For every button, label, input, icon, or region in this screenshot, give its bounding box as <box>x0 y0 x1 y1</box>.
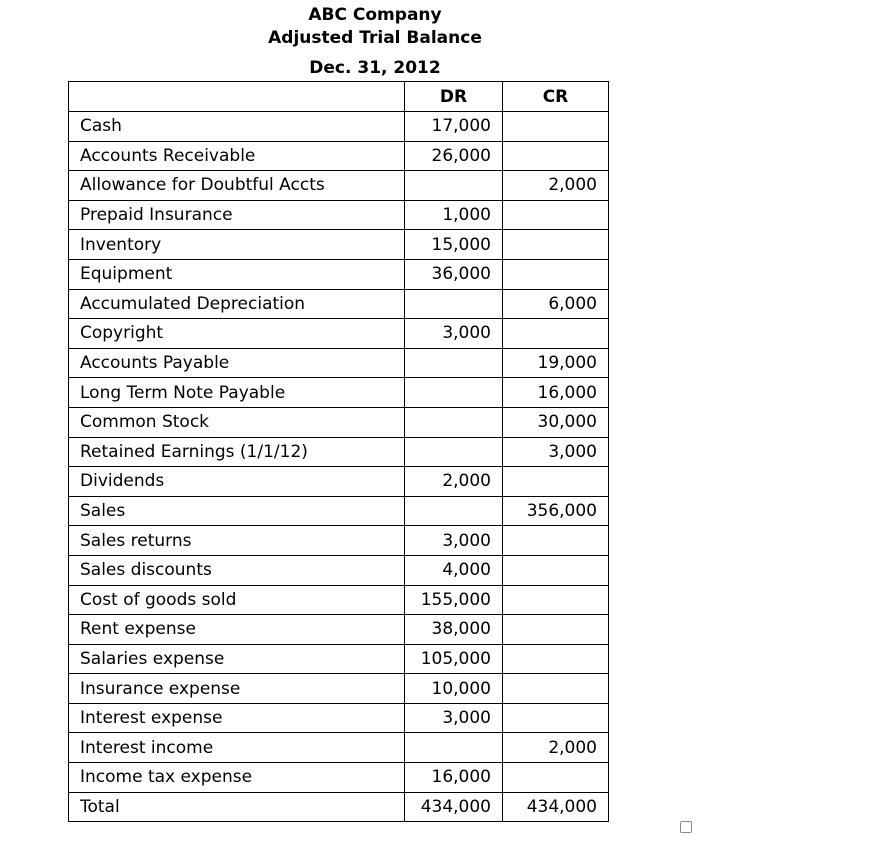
account-name-cell: Long Term Note Payable <box>69 378 405 408</box>
table-row <box>69 319 609 349</box>
table-row <box>69 703 609 733</box>
credit-amount-cell <box>503 674 609 704</box>
table-row <box>69 467 609 497</box>
debit-amount-cell: 155,000 <box>405 585 503 615</box>
table-row <box>69 289 609 319</box>
account-name-cell: Cash <box>69 112 405 142</box>
credit-amount-cell <box>503 319 609 349</box>
credit-amount-cell: 434,000 <box>503 792 609 822</box>
account-name-cell: Sales <box>69 496 405 526</box>
debit-column-header: DR <box>405 82 503 112</box>
debit-amount-cell: 10,000 <box>405 674 503 704</box>
table-row <box>69 437 609 467</box>
account-name-cell: Common Stock <box>69 407 405 437</box>
debit-amount-cell <box>405 407 503 437</box>
debit-amount-cell: 2,000 <box>405 467 503 497</box>
debit-amount-cell: 17,000 <box>405 112 503 142</box>
account-name-cell: Total <box>69 792 405 822</box>
account-name-cell: Accumulated Depreciation <box>69 289 405 319</box>
table-body <box>69 112 609 822</box>
table-row <box>69 526 609 556</box>
credit-amount-cell <box>503 615 609 645</box>
account-name-cell: Inventory <box>69 230 405 260</box>
table-row <box>69 733 609 763</box>
account-name-cell: Accounts Payable <box>69 348 405 378</box>
credit-amount-cell <box>503 112 609 142</box>
table-row <box>69 348 609 378</box>
account-name-cell: Cost of goods sold <box>69 585 405 615</box>
table-row <box>69 171 609 201</box>
table-row <box>69 200 609 230</box>
credit-amount-cell: 356,000 <box>503 496 609 526</box>
credit-amount-cell <box>503 585 609 615</box>
debit-amount-cell <box>405 348 503 378</box>
table-row <box>69 496 609 526</box>
account-name-cell: Retained Earnings (1/1/12) <box>69 437 405 467</box>
table-row <box>69 141 609 171</box>
table-row <box>69 644 609 674</box>
account-name-cell: Sales returns <box>69 526 405 556</box>
account-name-cell: Copyright <box>69 319 405 349</box>
table-row <box>69 555 609 585</box>
total-row <box>69 792 609 822</box>
account-name-cell: Prepaid Insurance <box>69 200 405 230</box>
credit-amount-cell: 6,000 <box>503 289 609 319</box>
account-name-cell: Allowance for Doubtful Accts <box>69 171 405 201</box>
report-title: Adjusted Trial Balance <box>268 28 482 48</box>
account-name-cell: Salaries expense <box>69 644 405 674</box>
debit-amount-cell <box>405 496 503 526</box>
table-header-row <box>69 82 609 112</box>
debit-amount-cell: 36,000 <box>405 259 503 289</box>
account-name-cell: Sales discounts <box>69 555 405 585</box>
table-row <box>69 674 609 704</box>
account-name-cell: Equipment <box>69 259 405 289</box>
credit-amount-cell: 19,000 <box>503 348 609 378</box>
debit-amount-cell <box>405 733 503 763</box>
credit-amount-cell <box>503 555 609 585</box>
credit-amount-cell <box>503 763 609 793</box>
table-row <box>69 407 609 437</box>
debit-amount-cell: 3,000 <box>405 319 503 349</box>
credit-amount-cell: 30,000 <box>503 407 609 437</box>
account-name-cell: Rent expense <box>69 615 405 645</box>
credit-column-header: CR <box>503 82 609 112</box>
resize-handle[interactable] <box>680 821 692 833</box>
debit-amount-cell: 4,000 <box>405 555 503 585</box>
debit-amount-cell <box>405 289 503 319</box>
credit-amount-cell: 2,000 <box>503 171 609 201</box>
credit-amount-cell <box>503 200 609 230</box>
account-column-header <box>69 82 405 112</box>
debit-amount-cell: 1,000 <box>405 200 503 230</box>
debit-amount-cell: 3,000 <box>405 526 503 556</box>
debit-amount-cell <box>405 437 503 467</box>
credit-amount-cell <box>503 467 609 497</box>
company-name: ABC Company <box>308 5 442 25</box>
account-name-cell: Dividends <box>69 467 405 497</box>
credit-amount-cell: 2,000 <box>503 733 609 763</box>
account-name-cell: Income tax expense <box>69 763 405 793</box>
credit-amount-cell <box>503 259 609 289</box>
table-row <box>69 112 609 142</box>
credit-amount-cell: 3,000 <box>503 437 609 467</box>
credit-amount-cell <box>503 141 609 171</box>
credit-amount-cell <box>503 644 609 674</box>
report-date: Dec. 31, 2012 <box>309 58 441 78</box>
debit-amount-cell <box>405 378 503 408</box>
debit-amount-cell: 38,000 <box>405 615 503 645</box>
table-row <box>69 763 609 793</box>
credit-amount-cell <box>503 526 609 556</box>
table-row <box>69 615 609 645</box>
table-row <box>69 230 609 260</box>
credit-amount-cell <box>503 230 609 260</box>
table-row <box>69 585 609 615</box>
account-name-cell: Interest expense <box>69 703 405 733</box>
debit-amount-cell: 105,000 <box>405 644 503 674</box>
debit-amount-cell: 3,000 <box>405 703 503 733</box>
trial-balance-table <box>68 81 609 822</box>
credit-amount-cell <box>503 703 609 733</box>
debit-amount-cell: 434,000 <box>405 792 503 822</box>
debit-amount-cell <box>405 171 503 201</box>
debit-amount-cell: 16,000 <box>405 763 503 793</box>
table-row <box>69 378 609 408</box>
account-name-cell: Interest income <box>69 733 405 763</box>
account-name-cell: Accounts Receivable <box>69 141 405 171</box>
debit-amount-cell: 15,000 <box>405 230 503 260</box>
account-name-cell: Insurance expense <box>69 674 405 704</box>
credit-amount-cell: 16,000 <box>503 378 609 408</box>
debit-amount-cell: 26,000 <box>405 141 503 171</box>
table-row <box>69 259 609 289</box>
